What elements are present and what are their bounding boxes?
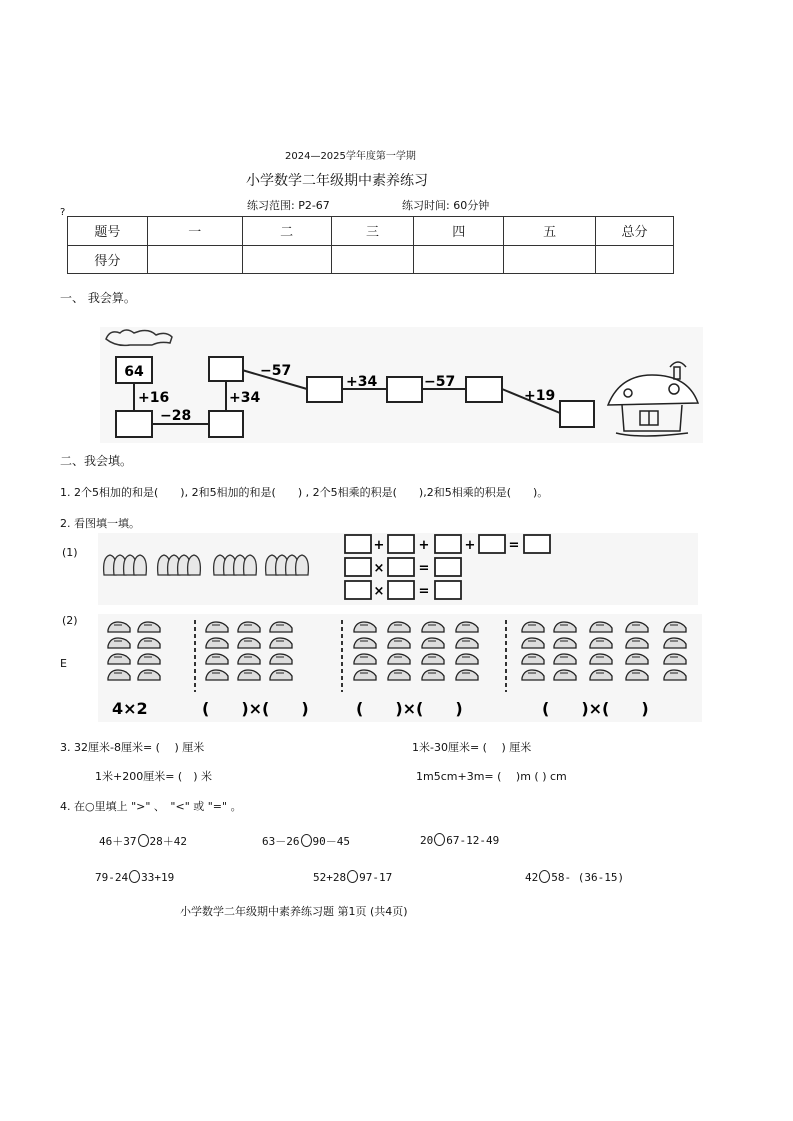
plus-sign: + <box>418 538 430 553</box>
group-label: ( )×( ) <box>356 699 463 718</box>
practice-time: 练习时间: 60分钟 <box>402 199 490 212</box>
header-cell: 五 <box>504 217 596 246</box>
score-row-label: 得分 <box>68 245 148 274</box>
score-input-cell[interactable] <box>331 245 414 274</box>
compare-circle[interactable] <box>539 870 550 883</box>
compare-left: 20 <box>420 834 434 847</box>
question-3a: 3. 32厘米-8厘米= ( ) 厘米 <box>60 741 205 754</box>
page-title: 小学数学二年级期中素养练习 <box>246 173 428 189</box>
compare-circle[interactable] <box>138 834 149 847</box>
part-1-label: (1) <box>62 546 78 559</box>
times-sign: × <box>373 561 385 576</box>
answer-box[interactable] <box>116 411 152 437</box>
equals-sign: = <box>418 561 430 576</box>
question-3d: 1m5cm+3m= ( )m ( ) cm <box>416 770 567 783</box>
compare-circle[interactable] <box>434 833 445 846</box>
score-input-cell[interactable] <box>414 245 504 274</box>
score-table <box>67 216 674 274</box>
header-cell: 二 <box>242 217 331 246</box>
answer-box[interactable] <box>479 535 505 553</box>
question-2-heading: 2. 看图填一填。 <box>60 517 140 530</box>
compare-right: 58- (36-15) <box>551 871 625 884</box>
compare-right: 33+19 <box>141 871 175 884</box>
equals-sign: = <box>508 538 520 553</box>
times-sign: × <box>373 584 385 599</box>
shoes-figure <box>98 614 702 722</box>
compare-item <box>95 870 174 884</box>
equals-sign: = <box>418 584 430 599</box>
header-cell: 总分 <box>596 217 674 246</box>
answer-box[interactable] <box>345 581 371 599</box>
answer-box[interactable] <box>387 377 422 402</box>
answer-box[interactable] <box>435 558 461 576</box>
header-cell: 题号 <box>68 217 148 246</box>
answer-box[interactable] <box>435 581 461 599</box>
compare-left: 79-24 <box>95 871 129 884</box>
op-label: +19 <box>524 388 556 404</box>
compare-left: 63－26 <box>262 835 300 848</box>
question-4-heading: 4. 在○里填上 ">" 、 "<" 或 "=" 。 <box>60 800 242 813</box>
start-number: 64 <box>124 364 144 380</box>
op-label: −28 <box>160 408 192 424</box>
group-label: ( )×( ) <box>542 699 649 718</box>
compare-left: 42 <box>525 871 539 884</box>
op-label: +16 <box>138 390 170 406</box>
score-input-cell[interactable] <box>242 245 331 274</box>
compare-item <box>420 833 499 847</box>
score-input-cell[interactable] <box>504 245 596 274</box>
compare-item <box>313 870 392 884</box>
question-1: 1. 2个5相加的和是( ), 2和5相加的和是( ) , 2个5相乘的积是( ),2和5相乘的积是( )。 <box>60 486 549 499</box>
section2-heading: 二、我会填。 <box>60 454 133 468</box>
score-input-cell[interactable] <box>596 245 674 274</box>
part-2-label: (2) <box>62 614 78 627</box>
score-table-score-row <box>68 245 674 274</box>
question-3c: 1米+200厘米= ( ) 米 <box>95 770 213 783</box>
plus-sign: + <box>373 538 385 553</box>
op-label: −57 <box>260 363 292 379</box>
question-3b: 1米-30厘米= ( ) 厘米 <box>412 741 532 754</box>
calc-chain-figure <box>100 327 703 443</box>
answer-box[interactable] <box>388 535 414 553</box>
answer-box[interactable] <box>209 357 243 381</box>
compare-item <box>525 870 624 884</box>
op-label: +34 <box>229 390 261 406</box>
group-label: 4×2 <box>112 699 148 718</box>
answer-box[interactable] <box>388 581 414 599</box>
group-label: ( )×( ) <box>202 699 309 718</box>
compare-right: 28＋42 <box>149 835 187 848</box>
side-mark: E <box>60 657 67 670</box>
score-table-header-row <box>68 217 674 246</box>
answer-box[interactable] <box>307 377 342 402</box>
answer-box[interactable] <box>388 558 414 576</box>
answer-box[interactable] <box>345 558 371 576</box>
stray-mark: ? <box>60 207 66 218</box>
answer-box[interactable] <box>209 411 243 437</box>
compare-circle[interactable] <box>301 834 312 847</box>
answer-box[interactable] <box>345 535 371 553</box>
header-cell: 一 <box>147 217 242 246</box>
answer-box[interactable] <box>524 535 550 553</box>
plus-sign: + <box>464 538 476 553</box>
answer-box[interactable] <box>435 535 461 553</box>
compare-left: 46＋37 <box>99 835 137 848</box>
compare-right: 67-12-49 <box>446 834 500 847</box>
compare-right: 90－45 <box>312 835 350 848</box>
compare-right: 97-17 <box>359 871 393 884</box>
answer-box[interactable] <box>466 377 502 402</box>
compare-circle[interactable] <box>129 870 140 883</box>
compare-item <box>99 833 187 849</box>
compare-circle[interactable] <box>347 870 358 883</box>
op-label: +34 <box>346 374 378 390</box>
compare-left: 52+28 <box>313 871 347 884</box>
section1-heading: 一、 我会算。 <box>60 291 136 305</box>
answer-box[interactable] <box>560 401 594 427</box>
term-label: 2024—2025学年度第一学期 <box>285 151 416 162</box>
header-cell: 三 <box>331 217 414 246</box>
header-cell: 四 <box>414 217 504 246</box>
compare-item <box>262 833 350 849</box>
op-label: −57 <box>424 374 456 390</box>
page-footer: 小学数学二年级期中素养练习题 第1页 (共4页) <box>180 905 408 918</box>
practice-range: 练习范围: P2-67 <box>247 199 330 212</box>
pepper-figure <box>98 533 698 605</box>
score-input-cell[interactable] <box>147 245 242 274</box>
